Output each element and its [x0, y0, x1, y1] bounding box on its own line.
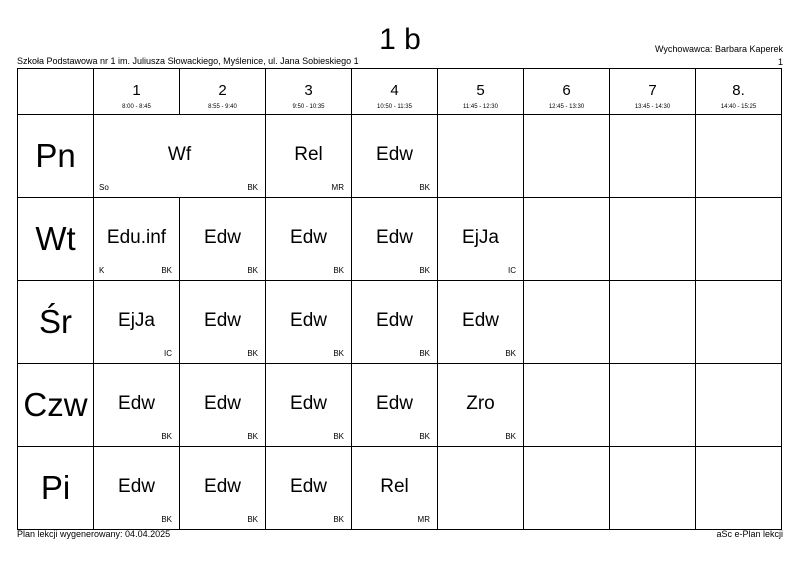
lesson-cell[interactable]	[94, 447, 180, 530]
period-time: 12:45 - 13:30	[548, 104, 585, 110]
day-cell	[18, 447, 94, 530]
empty-cell	[696, 364, 782, 447]
lesson-cell[interactable]	[180, 198, 266, 281]
lesson-subject: Edw	[290, 476, 327, 497]
empty-cell	[610, 281, 696, 364]
empty-cell	[524, 364, 610, 447]
lesson-cell[interactable]	[180, 281, 266, 364]
period-header	[266, 69, 352, 115]
empty-cell	[696, 447, 782, 530]
lesson-room: MR	[331, 183, 344, 192]
period-header	[94, 69, 180, 115]
period-header-row	[18, 69, 782, 115]
lesson-cell[interactable]	[352, 115, 438, 198]
lesson-room: BK	[419, 183, 430, 192]
lesson-room: BK	[333, 515, 344, 524]
lesson-subject: Edw	[376, 227, 413, 248]
empty-cell	[438, 447, 524, 530]
day-name: Śr	[39, 303, 72, 340]
generated-date: Plan lekcji wygenerowany: 04.04.2025	[17, 529, 171, 539]
lesson-room: BK	[505, 349, 516, 358]
lesson-cell[interactable]	[438, 364, 524, 447]
class-teacher: Wychowawca: Barbara Kaperek	[655, 44, 783, 54]
period-header	[696, 69, 782, 115]
period-header	[180, 69, 266, 115]
day-cell	[18, 281, 94, 364]
lesson-subject: Edw	[118, 476, 155, 497]
corner-cell	[18, 69, 94, 115]
lesson-subject: Edw	[376, 393, 413, 414]
lesson-subject: Rel	[294, 144, 323, 165]
day-cell	[18, 198, 94, 281]
lesson-room: BK	[333, 432, 344, 441]
period-number: 7	[648, 82, 657, 99]
lesson-subject: EjJa	[118, 310, 155, 331]
period-header	[352, 69, 438, 115]
lesson-cell[interactable]	[438, 198, 524, 281]
period-number: 4	[390, 82, 399, 99]
day-row-wednesday	[18, 281, 782, 364]
lesson-subject: Edu.inf	[106, 227, 167, 248]
lesson-subject: Edw	[376, 310, 413, 331]
lesson-subject: Edw	[118, 393, 155, 414]
lesson-room: BK	[161, 515, 172, 524]
day-row-thursday	[18, 364, 782, 447]
day-cell	[18, 364, 94, 447]
period-number: 6	[562, 82, 571, 99]
day-row-monday	[18, 115, 782, 198]
lesson-room: BK	[247, 266, 258, 275]
empty-cell	[524, 198, 610, 281]
lesson-cell[interactable]	[266, 198, 352, 281]
day-name: Czw	[23, 386, 88, 423]
lesson-room: MR	[417, 515, 430, 524]
lesson-teacher: K	[99, 266, 105, 275]
lesson-room: BK	[161, 432, 172, 441]
lesson-room: BK	[247, 183, 258, 192]
lesson-room: BK	[247, 349, 258, 358]
empty-cell	[438, 115, 524, 198]
period-number: 2	[218, 82, 227, 99]
period-header	[438, 69, 524, 115]
lesson-room: BK	[419, 266, 430, 275]
lesson-room: BK	[419, 349, 430, 358]
period-number: 8.	[732, 82, 745, 99]
lesson-room: BK	[247, 515, 258, 524]
lesson-subject: Rel	[380, 476, 409, 497]
period-time: 11:45 - 12:30	[463, 104, 498, 110]
lesson-cell[interactable]	[266, 447, 352, 530]
day-cell	[18, 115, 94, 198]
lesson-cell[interactable]	[94, 281, 180, 364]
period-time: 10:50 - 11:35	[377, 104, 412, 110]
empty-cell	[524, 115, 610, 198]
lesson-subject: EjJa	[462, 227, 499, 248]
lesson-cell[interactable]	[94, 198, 180, 281]
lesson-subject: Edw	[204, 227, 241, 248]
empty-cell	[696, 115, 782, 198]
page-title: 1 b	[379, 23, 421, 56]
lesson-subject: Edw	[204, 393, 241, 414]
lesson-teacher: So	[99, 183, 109, 192]
lesson-cell[interactable]	[266, 115, 352, 198]
day-row-friday	[18, 447, 782, 530]
lesson-subject: Edw	[290, 310, 327, 331]
period-time: 9:50 - 10:35	[292, 104, 325, 110]
lesson-cell[interactable]	[180, 447, 266, 530]
period-time: 14:40 - 15:25	[720, 104, 757, 110]
lesson-room: BK	[333, 266, 344, 275]
lesson-room: IC	[164, 349, 172, 358]
lesson-subject: Zro	[466, 393, 495, 414]
period-number: 3	[304, 82, 313, 99]
lesson-subject: Edw	[290, 227, 327, 248]
lesson-subject: Edw	[290, 393, 327, 414]
lesson-cell[interactable]	[266, 364, 352, 447]
lesson-cell[interactable]	[352, 364, 438, 447]
lesson-subject: Edw	[204, 310, 241, 331]
lesson-cell[interactable]	[94, 364, 180, 447]
period-time: 8:55 - 9:40	[208, 104, 237, 110]
period-header	[524, 69, 610, 115]
lesson-room: BK	[333, 349, 344, 358]
empty-cell	[610, 198, 696, 281]
day-name: Pi	[40, 469, 71, 506]
empty-cell	[610, 364, 696, 447]
period-number: 5	[476, 82, 485, 99]
lesson-room: IC	[508, 266, 516, 275]
empty-cell	[524, 447, 610, 530]
period-time: 8:00 - 8:45	[122, 104, 151, 110]
lesson-room: BK	[161, 266, 172, 275]
lesson-room: BK	[419, 432, 430, 441]
period-time: 13:45 - 14:30	[634, 104, 671, 110]
lesson-cell[interactable]	[180, 364, 266, 447]
day-row-tuesday	[18, 198, 782, 281]
period-header	[610, 69, 696, 115]
lesson-cell[interactable]	[438, 281, 524, 364]
lesson-cell[interactable]	[266, 281, 352, 364]
lesson-subject: Edw	[204, 476, 241, 497]
lesson-subject: Edw	[376, 144, 413, 165]
school-name: Szkoła Podstawowa nr 1 im. Juliusza Słowackiego, Myślenice, ul. Jana Sobieskiego 1	[17, 56, 359, 66]
page-number: 1	[777, 57, 783, 67]
empty-cell	[610, 447, 696, 530]
period-number: 1	[132, 82, 141, 99]
day-name: Wt	[35, 220, 76, 257]
empty-cell	[696, 281, 782, 364]
empty-cell	[696, 198, 782, 281]
day-name: Pn	[35, 137, 76, 174]
lesson-subject: Edw	[462, 310, 499, 331]
lesson-cell[interactable]	[352, 447, 438, 530]
lesson-cell[interactable]	[94, 115, 266, 198]
timetable-grid	[17, 68, 782, 530]
lesson-room: BK	[505, 432, 516, 441]
lesson-subject: Wf	[167, 144, 192, 165]
empty-cell	[524, 281, 610, 364]
lesson-room: BK	[247, 432, 258, 441]
empty-cell	[610, 115, 696, 198]
lesson-cell[interactable]	[352, 281, 438, 364]
software-credit: aSc e-Plan lekcji	[716, 529, 783, 539]
lesson-cell[interactable]	[352, 198, 438, 281]
